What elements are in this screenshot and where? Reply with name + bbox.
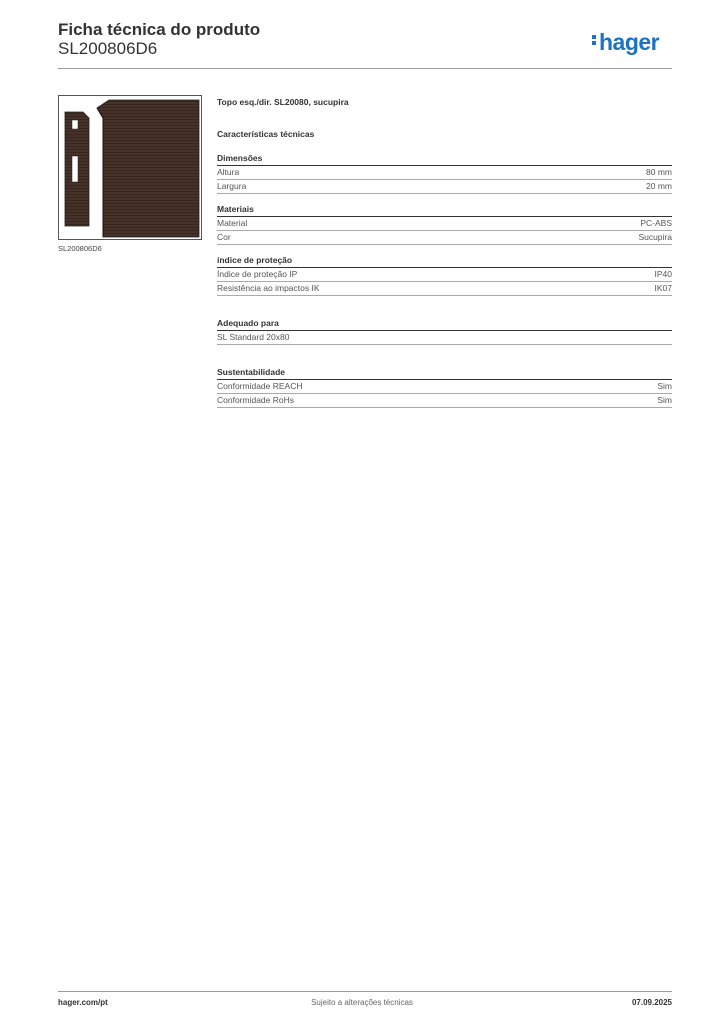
- spec-row: [217, 231, 672, 245]
- product-description: Topo esq./dir. SL20080, sucupira: [217, 97, 349, 107]
- footer-website-link[interactable]: hager.com/pt: [58, 998, 108, 1007]
- footer-disclaimer: Sujeito a alterações técnicas: [311, 998, 413, 1007]
- document-title: Ficha técnica do produto: [58, 20, 261, 39]
- spec-label: Conformidade RoHs: [217, 395, 295, 405]
- section-title: Materiais: [217, 204, 672, 217]
- spec-row: [217, 282, 672, 296]
- section-title: Sustentabilidade: [217, 367, 672, 380]
- spec-label: Altura: [217, 167, 240, 177]
- end-cap-illustration: [59, 96, 201, 239]
- header-divider: [58, 68, 672, 69]
- product-sku: SL200806D6: [58, 39, 158, 58]
- logo-dots-icon: [592, 33, 597, 47]
- footer-date: 07.09.2025: [631, 998, 672, 1007]
- spec-content: [217, 97, 672, 418]
- spec-row: [217, 180, 672, 194]
- spec-label: Largura: [217, 181, 247, 191]
- spec-value: Sim: [657, 381, 672, 391]
- spec-value: PC-ABS: [640, 218, 672, 228]
- spec-value: Sim: [657, 395, 672, 405]
- spec-label: Resistência ao impactos IK: [217, 283, 320, 293]
- spec-label: SL Standard 20x80: [217, 332, 290, 342]
- spec-value: 80 mm: [646, 167, 672, 177]
- spec-row: [217, 166, 672, 180]
- spec-value: Sucupira: [638, 232, 672, 242]
- image-caption: SL200806D6: [58, 244, 102, 253]
- product-image: [58, 95, 202, 240]
- section-sustainability: [217, 367, 672, 408]
- section-title: Dimensões: [217, 153, 672, 166]
- spec-row: [217, 217, 672, 231]
- spec-row: [217, 268, 672, 282]
- spec-label: Conformidade REACH: [217, 381, 303, 391]
- section-protection: [217, 255, 672, 296]
- technical-characteristics-title: Características técnicas: [217, 129, 315, 139]
- section-materials: [217, 204, 672, 245]
- spec-row: [217, 331, 672, 345]
- section-dimensions: [217, 153, 672, 194]
- spec-value: IK07: [654, 283, 672, 293]
- section-title: índice de proteção: [217, 255, 672, 268]
- spec-value: 20 mm: [646, 181, 672, 191]
- spec-label: Índice de proteção IP: [217, 269, 298, 279]
- spec-row: [217, 380, 672, 394]
- section-title: Adequado para: [217, 318, 672, 331]
- section-suitable-for: [217, 318, 672, 345]
- hager-logo: [592, 29, 659, 56]
- spec-row: [217, 394, 672, 408]
- footer-divider: [58, 991, 672, 992]
- spec-value: IP40: [654, 269, 672, 279]
- spec-label: Material: [217, 218, 248, 228]
- logo-text: hager: [599, 29, 660, 55]
- spec-label: Cor: [217, 232, 231, 242]
